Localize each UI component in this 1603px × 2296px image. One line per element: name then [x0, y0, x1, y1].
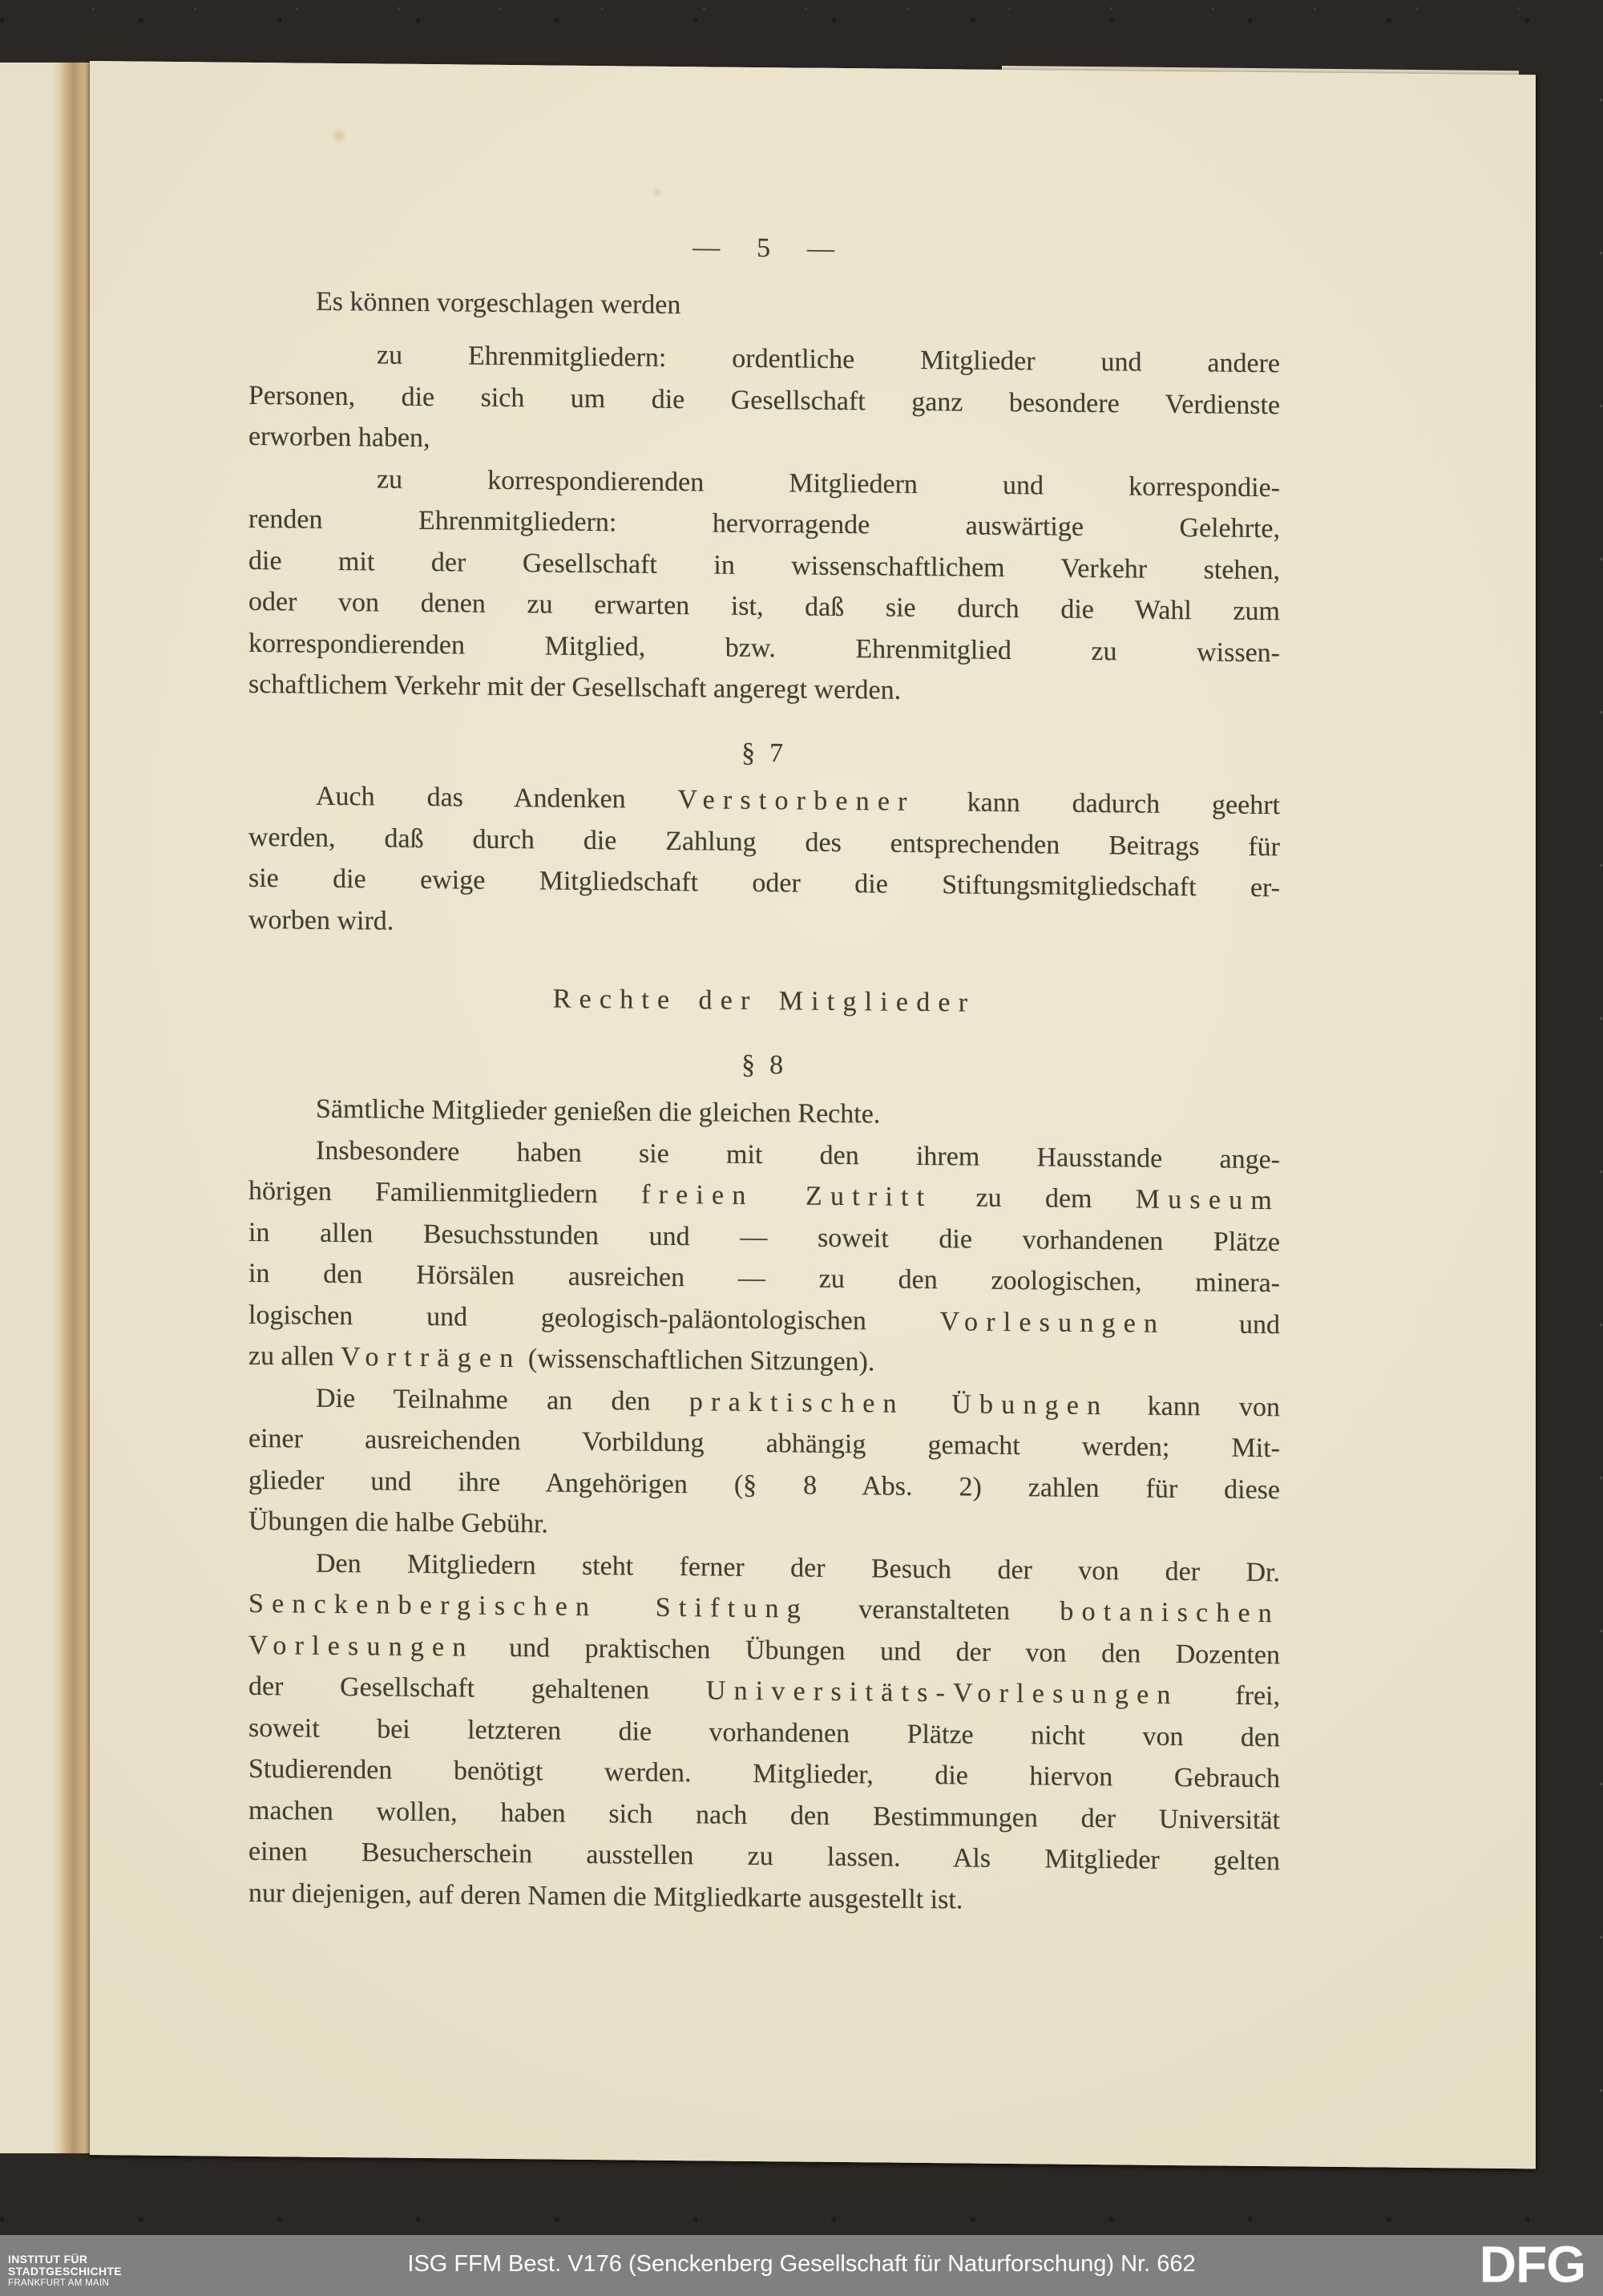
text-segment: oder von denen zu erwarten ist, daß sie durch die Wahl zum	[248, 586, 1280, 627]
text-segment: zu allen	[248, 1340, 341, 1372]
letterspaced-text-segment: Universitäts-Vorlesungen	[705, 1676, 1179, 1711]
text-segment: Studierenden benötigt werden. Mitglieder, die hiervon Gebrauch	[248, 1753, 1280, 1794]
text-segment: Auch das Andenken	[316, 781, 678, 815]
text-segment: einen Besucherschein ausstellen zu lassen. Als Mitglieder gelten	[248, 1836, 1280, 1877]
letterspaced-text-segment: Vorlesungen	[939, 1306, 1166, 1339]
letterspaced-text-segment: Vorträgen	[341, 1342, 522, 1374]
text-segment: frei,	[1178, 1680, 1280, 1712]
text-segment: sie die ewige Mitgliedschaft oder die Stiftungsmitgliedschaft er-	[248, 863, 1280, 903]
letterspaced-text-segment: freien Zutritt	[641, 1179, 933, 1213]
archive-caption: ISG FFM Best. V176 (Senckenberg Gesellschaft für Naturforschung) Nr. 662	[407, 2251, 1196, 2278]
paragraph	[248, 457, 1280, 714]
text-segment: Es können vorgeschlagen werden	[316, 286, 681, 320]
letterspaced-text-segment: Verstorbener	[677, 785, 915, 817]
text-segment: schaftlichem Verkehr mit der Gesellschaft angeregt werden.	[248, 669, 902, 705]
text-segment: Personen, die sich um die Gesellschaft ganz besondere Verdienste	[248, 380, 1280, 420]
text-segment: Insbesondere haben sie mit den ihrem Hausstande ange-	[316, 1135, 1280, 1174]
paragraph	[248, 1542, 1280, 1923]
text-segment: Die Teilnahme an den	[316, 1383, 689, 1417]
paragraph	[248, 775, 1280, 950]
text-segment: renden Ehrenmitgliedern: hervorragende auswärtige Gelehrte,	[248, 503, 1280, 544]
text-segment: der Gesellschaft gehaltenen	[248, 1671, 706, 1706]
paragraph	[248, 280, 1280, 331]
text-segment: zu Ehrenmitgliedern: ordentliche Mitglieder und andere	[377, 340, 1280, 379]
section-heading: § 8	[741, 1049, 787, 1080]
paragraph	[248, 1129, 1280, 1386]
text-segment: Den Mitgliedern steht ferner der Besuch der von der Dr.	[316, 1548, 1280, 1587]
text-segment: machen wollen, haben sich nach den Bestimmungen der Universität	[248, 1795, 1280, 1835]
text-segment: und	[1165, 1308, 1280, 1340]
text-segment: einer ausreichenden Vorbildung abhängig gemacht werden; Mit-	[248, 1423, 1280, 1464]
text-segment: nur diejenigen, auf deren Namen die Mitgliedkarte ausgestellt ist.	[248, 1878, 963, 1914]
text-line	[248, 280, 1280, 331]
section-heading: Rechte der Mitglieder	[552, 984, 976, 1018]
book-page	[90, 61, 1536, 2169]
text-segment: kann von	[1108, 1390, 1280, 1422]
text-segment: (wissenschaftlichen Sitzungen).	[521, 1344, 875, 1377]
book-page-stack-edge	[0, 63, 91, 2153]
paragraph	[248, 1376, 1280, 1551]
text-segment: und praktischen Übungen und der von den Dozenten	[474, 1632, 1280, 1670]
text-segment: worben wird.	[248, 904, 394, 936]
letterspaced-text-segment: praktischen Übungen	[688, 1386, 1109, 1421]
letterspaced-text-segment: botanischen	[1060, 1596, 1280, 1629]
page-number: — 5 —	[692, 232, 836, 264]
text-segment: in den Hörsälen ausreichen — zu den zoologischen, minera-	[248, 1258, 1280, 1299]
text-segment: die mit der Gesellschaft in wissenschaftlichem Verkehr stehen,	[248, 545, 1280, 585]
institute-line1: INSTITUT FÜR	[8, 2253, 88, 2266]
section-heading: § 7	[741, 738, 787, 768]
paper-blemish	[330, 127, 348, 144]
institute-line2: STADTGESCHICHTE	[8, 2265, 122, 2278]
text-segment: in allen Besuchsstunden und — soweit die vorhandenen Plätze	[248, 1217, 1280, 1257]
text-segment: kann dadurch geehrt	[915, 786, 1281, 821]
letterspaced-text-segment: Museum	[1135, 1184, 1280, 1216]
text-segment: glieder und ihre Angehörigen (§ 8 Abs. 2) zahlen für diese	[248, 1465, 1280, 1505]
text-segment: Übungen die halbe Gebühr.	[248, 1506, 548, 1539]
text-segment: zu korrespondierenden Mitgliedern und korrespondie-	[377, 463, 1280, 503]
text-segment: logischen und geologisch-paläontologischen	[248, 1300, 940, 1336]
text-segment: zu dem	[932, 1182, 1136, 1215]
text-segment: korrespondierenden Mitglied, bzw. Ehrenmitglied zu wissen-	[248, 628, 1280, 668]
archive-footer-bar	[0, 2235, 1603, 2296]
text-segment: veranstalteten	[808, 1594, 1060, 1627]
letterspaced-text-segment: Senckenbergischen Stiftung	[248, 1588, 809, 1624]
paper-blemish	[651, 187, 664, 198]
text-segment: erworben haben,	[248, 421, 430, 454]
paragraph	[248, 333, 1280, 467]
text-segment: Sämtliche Mitglieder genießen die gleichen Rechte.	[316, 1093, 881, 1130]
letterspaced-text-segment: Vorlesungen	[248, 1630, 474, 1663]
dfg-logo: DFG	[1479, 2235, 1585, 2294]
institute-label	[8, 2254, 122, 2290]
text-segment: hörigen Familienmitgliedern	[248, 1175, 642, 1210]
institute-line3: FRANKFURT AM MAIN	[8, 2278, 110, 2288]
page-text-block	[248, 223, 1280, 1923]
text-segment: soweit bei letzteren die vorhandenen Plätze nicht von den	[248, 1712, 1280, 1752]
text-segment: werden, daß durch die Zahlung des entsprechenden Beitrags für	[248, 822, 1280, 862]
